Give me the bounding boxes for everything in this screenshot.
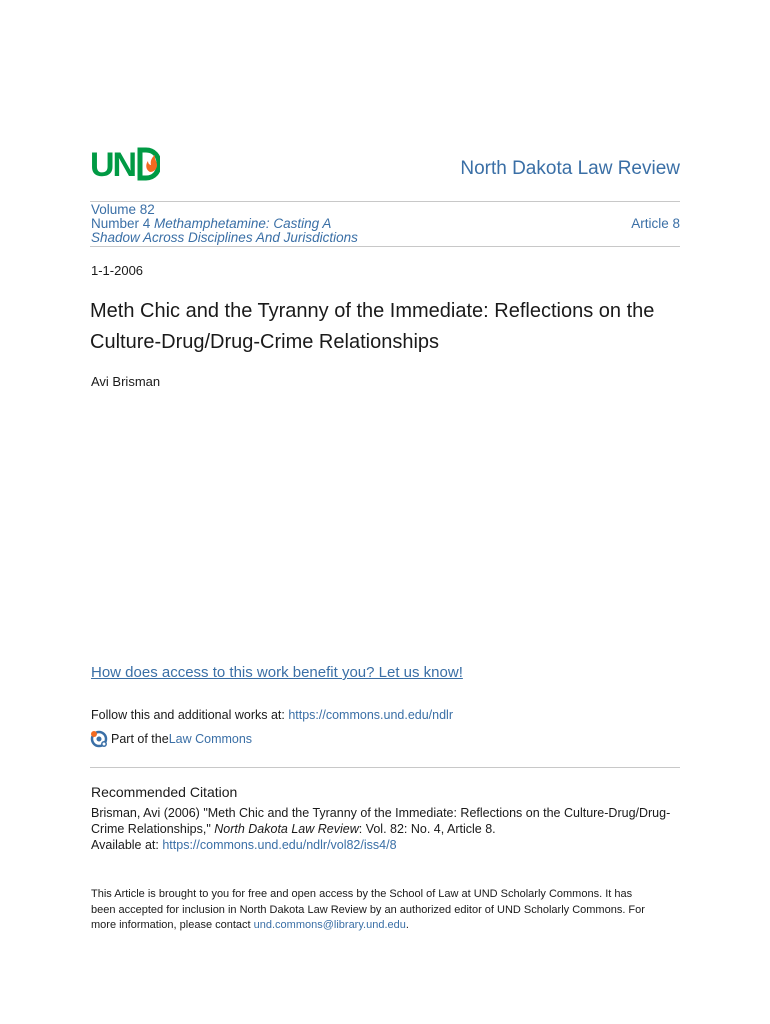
author-name: Avi Brisman xyxy=(91,374,161,389)
citation-line-2 xyxy=(91,821,681,837)
access-line-1: This Article is brought to you for free and open access by the School of Law at UND Scholarly Commons. It has xyxy=(91,888,633,900)
citation-text xyxy=(91,805,681,853)
part-of-text: Part of the xyxy=(111,732,169,746)
und-logo xyxy=(90,146,160,182)
law-commons-link[interactable]: Law Commons xyxy=(168,732,253,746)
divider xyxy=(90,246,680,247)
feedback-link[interactable]: How does access to this work benefit you? Let us know! xyxy=(91,664,463,681)
available-label: Available at: xyxy=(91,838,163,852)
access-line-3-start: more information, please contact xyxy=(91,919,254,931)
svg-text:UN: UN xyxy=(90,146,136,182)
access-statement xyxy=(91,887,671,934)
citation-available xyxy=(91,837,681,853)
number-link[interactable]: Number 4 xyxy=(91,216,151,231)
title-line-1: Meth Chic and the Tyranny of the Immediate: Reflections on the xyxy=(90,300,655,322)
volume-link[interactable]: Volume 82 xyxy=(91,202,155,217)
title-line-2: Culture-Drug/Drug-Crime Relationships xyxy=(90,331,440,353)
follow-url-link[interactable]: https://commons.und.edu/ndlr xyxy=(288,708,454,722)
access-line-3 xyxy=(91,918,671,934)
citation-line-1: Brisman, Avi (2006) "Meth Chic and the Tyranny of the Immediate: Reflections on the Culture-Drug/Drug- xyxy=(91,806,671,820)
citation-line-2-start: Crime Relationships," xyxy=(91,822,215,836)
citation-url-link[interactable]: https://commons.und.edu/ndlr/vol82/iss4/8 xyxy=(162,838,397,852)
article-number-link[interactable]: Article 8 xyxy=(631,216,680,231)
digital-commons-network-icon xyxy=(90,730,108,748)
follow-text: Follow this and additional works at: xyxy=(91,708,289,722)
part-of-line xyxy=(90,730,252,748)
journal-name-link[interactable]: North Dakota Law Review xyxy=(460,158,680,179)
citation-line-2-end: : Vol. 82: No. 4, Article 8. xyxy=(358,822,496,836)
divider xyxy=(90,201,680,202)
issue-info xyxy=(91,203,358,245)
contact-email-link[interactable]: und.commons@library.und.edu xyxy=(253,919,406,931)
divider xyxy=(90,767,680,768)
access-line-2: been accepted for inclusion in North Dakota Law Review by an authorized editor of UND Scholarly Commons. For xyxy=(91,903,645,916)
issue-title-line1: Methamphetamine: Casting A xyxy=(154,216,332,231)
article-title xyxy=(90,296,690,358)
access-line-3-end: . xyxy=(405,919,409,931)
follow-line xyxy=(91,708,453,722)
citation-heading: Recommended Citation xyxy=(91,784,238,800)
issue-title-line2: Shadow Across Disciplines And Jurisdictions xyxy=(91,230,358,245)
citation-journal: North Dakota Law Review xyxy=(214,822,359,836)
publication-date: 1-1-2006 xyxy=(91,263,144,278)
